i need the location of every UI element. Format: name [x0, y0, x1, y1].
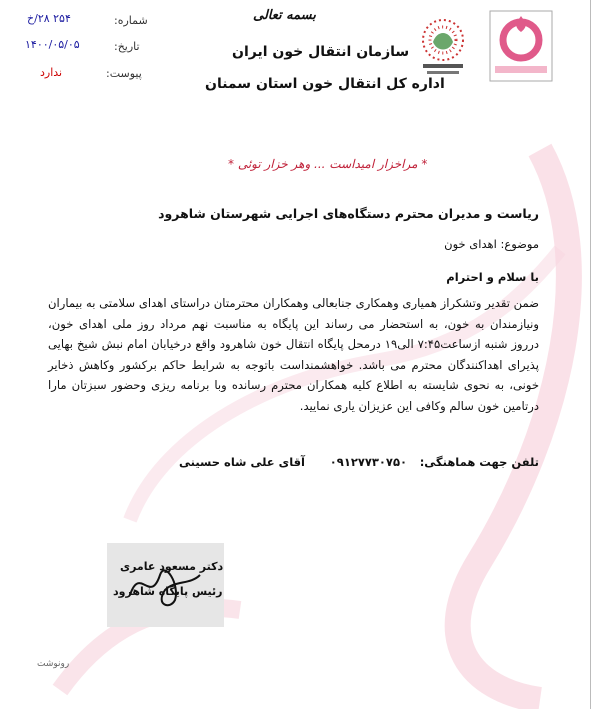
org-title: سازمان انتقال خون ایران — [232, 44, 410, 60]
contact-label: تلفن جهت هماهنگی: — [419, 455, 539, 469]
attachment-label: پیوست: — [106, 67, 142, 80]
letter-body: ضمن تقدیر وتشکراز همیاری وهمکاری جنابعالی وهمکاران محترمتان دراستای اهدای سلامتی به بیماران ونیازمندان به خون، به استحضار می رساند این پایگاه به مناسبت نهم مرداد روز ملی اهدای خون، درروز شنبه ازساعت۷:۴۵ الی۱۹ درمحل پایگاه انتقال خون شاهرود واقع درخیابان امام نبش شیخ بهایی پذیرای اهداکنندگان محترم می باشد. خواهشمنداست باتوجه به شرایط حاکم برکشور وکاهش ذخایر خونی، به نحوی شایسته به اطلاع کلیه همکاران محترم رسانده وبا برنامه ریزی وحضور سبزتان مارا درتامین خون سالم وکافی این عزیزان یاری نمایید. — [48, 296, 539, 413]
date-label: تاریخ: — [114, 40, 140, 53]
slogan: * مراخزار امیداست ... وهر خزار توئی * — [228, 157, 428, 171]
red-dots-emblem-icon — [415, 12, 471, 78]
org-subtitle: اداره کل انتقال خون استان سمنان — [205, 76, 445, 92]
signature-name: دکتر مسعود عامری — [120, 560, 224, 573]
copy-label: رونوشت — [37, 659, 70, 669]
contact-phone: ۰۹۱۲۷۷۳۰۷۵۰ — [329, 455, 407, 469]
addressee: ریاست و مدیران محترم دستگاه‌های اجرایی شهرستان شاهرود — [158, 206, 539, 221]
contact-name: آقای علی شاه حسینی — [179, 455, 305, 469]
subject: موضوع: اهدای خون — [444, 237, 539, 251]
basmala: بسمه تعالی — [253, 8, 316, 23]
emblem-logo — [415, 12, 471, 78]
org-logo — [489, 10, 553, 82]
handwritten-signature-icon — [120, 555, 210, 615]
attachment-value: ندارد — [40, 66, 63, 79]
date-value: ۱۴۰۰/۰۵/۰۵ — [25, 38, 80, 51]
number-value: ۲۵۴ ۲۸/خ — [27, 12, 71, 25]
blood-drop-ring-icon — [489, 10, 553, 82]
page-border — [590, 0, 591, 709]
signature-title: رئیس پایگاه شاهرود — [113, 585, 223, 598]
number-label: شماره: — [114, 14, 148, 27]
greeting: با سلام و احترام — [446, 270, 539, 284]
